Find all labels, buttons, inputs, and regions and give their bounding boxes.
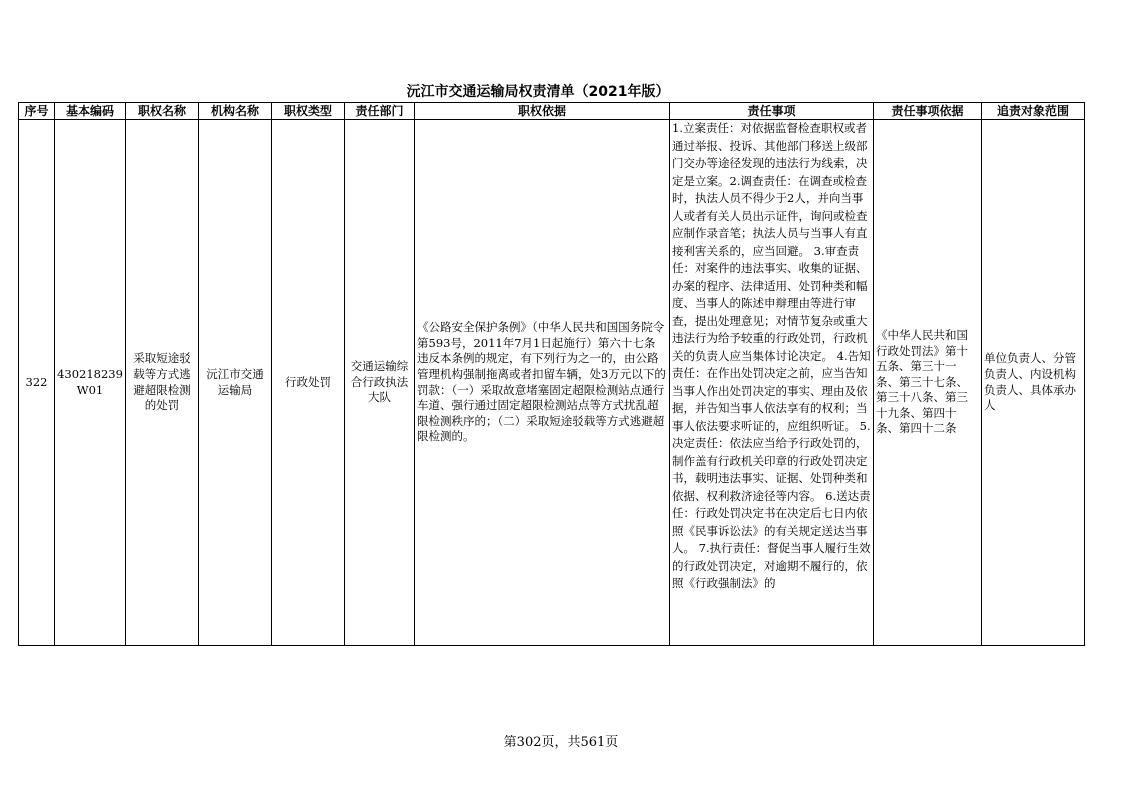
cell-duties (670, 120, 874, 646)
document-title: 沅江市交通运输局权责清单（2021年版） (406, 84, 670, 100)
table-row (19, 120, 1085, 646)
cell-power-type: 行政处罚 (272, 120, 345, 646)
power-responsibility-table (18, 102, 1085, 646)
cell-seq: 322 (19, 120, 55, 646)
cell-dept: 交通运输综合行政执法大队 (345, 120, 415, 646)
header-power-type: 职权类型 (272, 103, 345, 120)
header-power-name: 职权名称 (126, 103, 199, 120)
header-seq: 序号 (19, 103, 55, 120)
header-accountability: 追责对象范围 (982, 103, 1085, 120)
cell-accountability: 单位负责人、分管负责人、内设机构负责人、具体承办人 (982, 120, 1085, 646)
cell-basis: 《公路安全保护条例》（中华人民共和国国务院令第593号，2011年7月1日起施行）第六十七条 违反本条例的规定，有下列行为之一的，由公路管理机构强制拖离或者扣留车辆，处3万元以下的罚款：（一）采取故意堵塞固定超限检测站点通行车道、强行通过固定超限检测站点等方式扰乱超限检测秩序的；（二）采取短途驳载等方式逃避超限检测的。 (415, 120, 670, 646)
header-duties: 责任事项 (670, 103, 874, 120)
header-basis: 职权依据 (415, 103, 670, 120)
header-row (19, 103, 1085, 120)
page-number: 第302页，共561页 (503, 735, 619, 750)
cell-code: 430218239W01 (55, 120, 126, 646)
cell-duty-basis: 《中华人民共和国行政处罚法》第十五条、第三十一条、第三十七条、第三十八条、第三十九条、第四十条、第四十二条 (874, 120, 982, 646)
header-dept: 责任部门 (345, 103, 415, 120)
header-org-name: 机构名称 (199, 103, 272, 120)
header-duty-basis: 责任事项依据 (874, 103, 982, 120)
header-code: 基本编码 (55, 103, 126, 120)
cell-power-name: 采取短途驳载等方式逃避超限检测的处罚 (126, 120, 199, 646)
duties-text: 1.立案责任：对依据监督检查职权或者通过举报、投诉、其他部门移送上级部门交办等途径发现的违法行为线索，决定是立案。2.调查责任：在调查或检查时，执法人员不得少于2人，并向当事人或者有关人员出示证件，询问或检查应制作录音笔；执法人员与当事人有直接利害关系的，应当回避。 3.审查责任：对案件的违法事实、收集的证据、办案的程序、法律适用、处罚种类和幅度、当事人的陈述申辩理由等进行审查，提出处理意见；对情节复杂或重大违法行为给予较重的行政处罚，行政机关的负责人应当集体讨论决定。 4.告知责任：在作出处罚决定之前，应当告知当事人作出处罚决定的事实、理由及依据，并告知当事人依法享有的权利；当事人依法要求听证的，应组织听证。 5.决定责任：依法应当给予行政处罚的，制作盖有行政机关印章的行政处罚决定书，载明违法事实、证据、处罚种类和依据、权利救济途径等内容。 6.送达责任：行政处罚决定书在决定后七日内依照《民事诉讼法》的有关规定送达当事人。 7.执行责任：督促当事人履行生效的行政处罚决定，对逾期不履行的，依照《行政强制法》的 (672, 121, 871, 590)
cell-org-name: 沅江市交通运输局 (199, 120, 272, 646)
